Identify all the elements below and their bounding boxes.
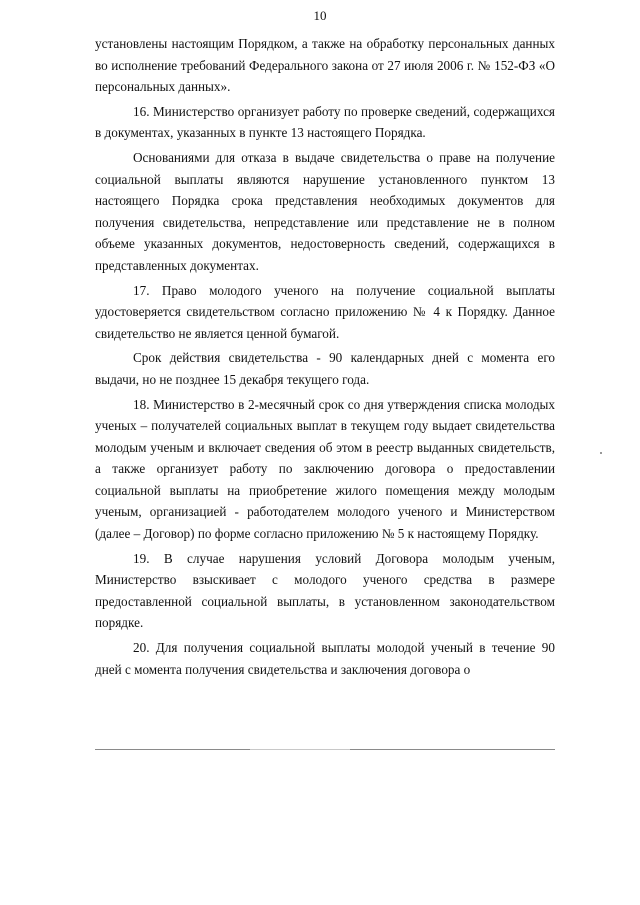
- paragraph-16: 16. Министерство организует работу по проверке сведений, содержащихся в документах, указанных в пункте 13 настоящего Порядка.: [95, 103, 555, 141]
- page-number: 10: [313, 8, 327, 23]
- paragraph-17: 17. Право молодого ученого на получение социальной выплаты удостоверяется свидетельством согласно приложению № 4 к Порядку. Данное свидетельство не является ценной бумагой.: [95, 282, 555, 341]
- paragraph-19: 19. В случае нарушения условий Договора молодым ученым, Министерство взыскивает с молодого ученого средства в размере предоставленной социальной выплаты, в установленном законодательством порядке.: [95, 550, 555, 631]
- document-body: [95, 33, 555, 680]
- paragraph-validity-term: Срок действия свидетельства - 90 календарных дней с момента его выдачи, но не позднее 15 декабря текущего года.: [95, 350, 555, 387]
- scan-speck: [600, 452, 602, 454]
- paragraph-continuation: установлены настоящим Порядком, а также на обработку персональных данных во исполнение требований Федерального закона от 27 июля 2006 г. № 152-ФЗ «О персональных данных».: [95, 36, 555, 95]
- paragraph-20: 20. Для получения социальной выплаты молодой ученый в течение 90 дней с момента получения свидетельства и заключения договора о: [95, 640, 555, 677]
- page-bottom-rule-fade: [250, 749, 350, 750]
- paragraph-refusal-grounds: Основаниями для отказа в выдаче свидетельства о праве на получение социальной выплаты являются нарушение установленного пунктом 13 настоящего Порядка срока представления необходимых документов для получения свидетельства, непредставление или представление не в полном объеме указанных документов, недостоверность сведений, содержащихся в представленных документах.: [95, 149, 555, 273]
- paragraph-18: 18. Министерство в 2-месячный срок со дня утверждения списка молодых ученых – получателей социальных выплат в текущем году выдает свидетельства молодым ученым и включает сведения об этом в реестр выданных свидетельств, а также организует работу по заключению договора о предоставлении социальной выплаты на приобретение жилого помещения между молодым ученым, организацией - работодателем молодого ученого и Министерством (далее – Договор) по форме согласно приложению № 5 к настоящему Порядку.: [95, 396, 555, 542]
